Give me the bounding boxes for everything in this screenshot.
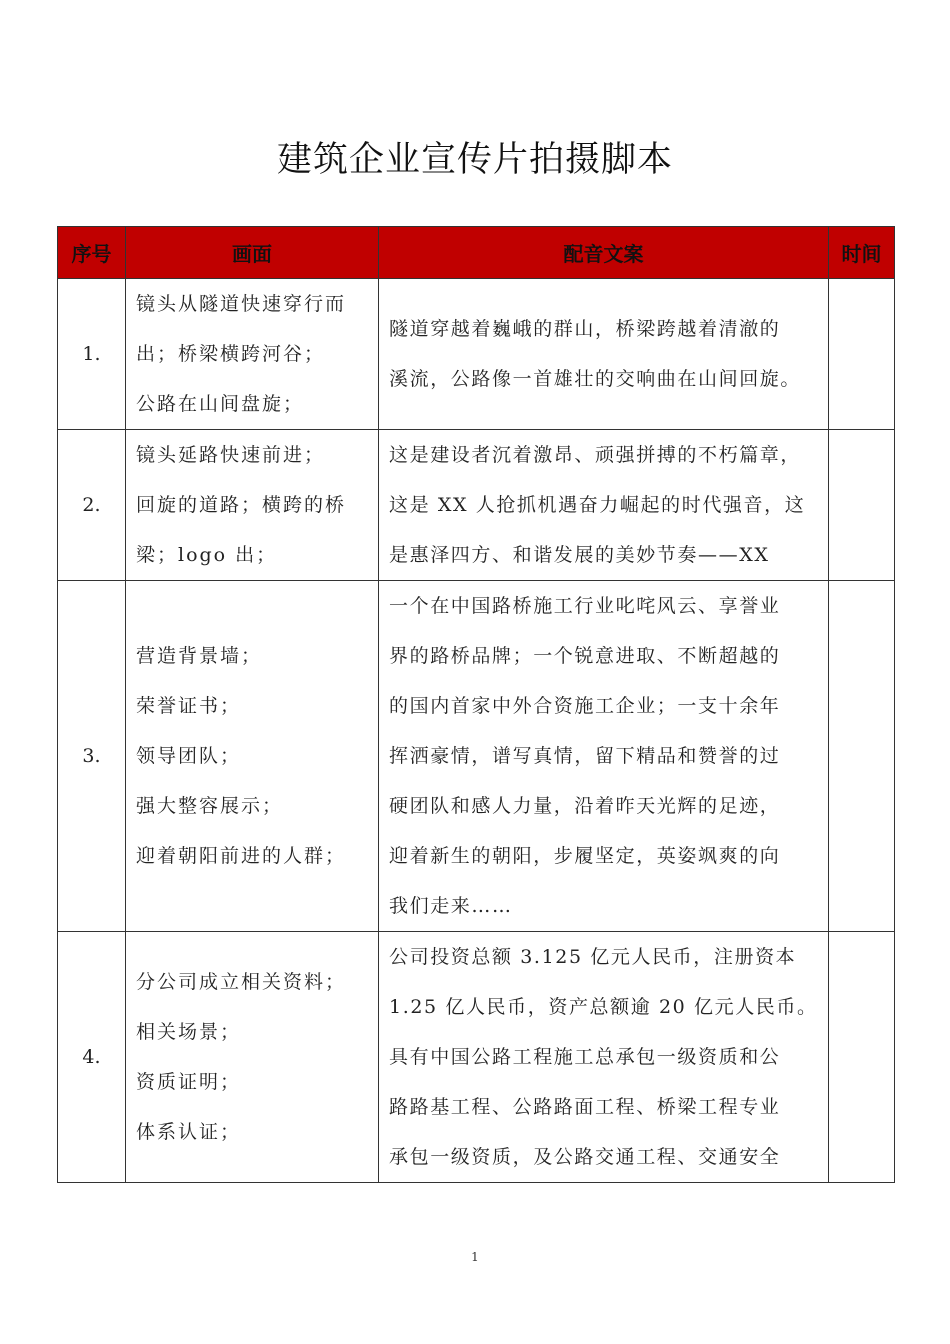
table-row — [58, 430, 895, 581]
row-index: 3. — [58, 581, 126, 932]
row-time — [829, 430, 895, 581]
row-index: 2. — [58, 430, 126, 581]
table-row — [58, 279, 895, 430]
header-time: 时间 — [829, 227, 895, 279]
voiceover-line: 我们走来…… — [389, 895, 513, 917]
header-voiceover: 配音文案 — [379, 227, 829, 279]
row-voiceover — [379, 430, 829, 581]
scene-line: 分公司成立相关资料； — [136, 971, 347, 993]
script-table — [57, 226, 895, 1183]
page-number: 1 — [471, 1250, 479, 1264]
voiceover-line: 是惠泽四方、和谐发展的美妙节奏——XX — [389, 544, 770, 566]
voiceover-line: 界的路桥品牌；一个锐意进取、不断超越的 — [389, 645, 781, 667]
scene-line: 镜头从隧道快速穿行而 — [136, 293, 347, 315]
table-row — [58, 932, 895, 1183]
row-voiceover — [379, 581, 829, 932]
document-title: 建筑企业宣传片拍摄脚本 — [276, 140, 673, 180]
voiceover-line: 1.25 亿人民币，资产总额逾 20 亿元人民币。 — [389, 996, 818, 1018]
header-index: 序号 — [58, 227, 126, 279]
row-index: 1. — [58, 279, 126, 430]
scene-line: 营造背景墙； — [136, 645, 263, 667]
scene-line: 迎着朝阳前进的人群； — [136, 845, 347, 867]
scene-line: 体系认证； — [136, 1121, 242, 1143]
voiceover-line: 的国内首家中外合资施工企业；一支十余年 — [389, 695, 781, 717]
table-row — [58, 581, 895, 932]
voiceover-line: 承包一级资质，及公路交通工程、交通安全 — [389, 1146, 781, 1168]
scene-line: 公路在山间盘旋； — [136, 393, 305, 415]
scene-line: 回旋的道路；横跨的桥 — [136, 494, 347, 516]
scene-line: 相关场景； — [136, 1021, 242, 1043]
voiceover-line: 溪流，公路像一首雄壮的交响曲在山间回旋。 — [389, 368, 802, 390]
row-index: 4. — [58, 932, 126, 1183]
row-voiceover — [379, 279, 829, 430]
row-scene — [126, 430, 379, 581]
voiceover-line: 具有中国公路工程施工总承包一级资质和公 — [389, 1046, 781, 1068]
row-scene — [126, 581, 379, 932]
voiceover-line: 迎着新生的朝阳，步履坚定，英姿飒爽的向 — [389, 845, 781, 867]
voiceover-line: 硬团队和感人力量，沿着昨天光辉的足迹， — [389, 795, 781, 817]
row-time — [829, 581, 895, 932]
scene-line: 强大整容展示； — [136, 795, 284, 817]
voiceover-line: 路路基工程、公路路面工程、桥梁工程专业 — [389, 1096, 781, 1118]
voiceover-line: 公司投资总额 3.125 亿元人民币，注册资本 — [389, 946, 797, 968]
scene-line: 荣誉证书； — [136, 695, 242, 717]
row-time — [829, 932, 895, 1183]
header-scene: 画面 — [126, 227, 379, 279]
row-scene — [126, 279, 379, 430]
scene-line: 领导团队； — [136, 745, 242, 767]
voiceover-line: 这是 XX 人抢抓机遇奋力崛起的时代强音，这 — [389, 494, 806, 516]
voiceover-line: 这是建设者沉着激昂、顽强拼搏的不朽篇章， — [389, 444, 802, 466]
row-time — [829, 279, 895, 430]
row-scene — [126, 932, 379, 1183]
scene-line: 出；桥梁横跨河谷； — [136, 343, 326, 365]
scene-line: 资质证明； — [136, 1071, 242, 1093]
voiceover-line: 一个在中国路桥施工行业叱咤风云、享誉业 — [389, 595, 781, 617]
row-voiceover — [379, 932, 829, 1183]
voiceover-line: 挥洒豪情，谱写真情，留下精品和赞誉的过 — [389, 745, 781, 767]
voiceover-line: 隧道穿越着巍峨的群山，桥梁跨越着清澈的 — [389, 318, 781, 340]
scene-line: 梁；logo 出； — [136, 544, 278, 566]
table-header-row — [58, 227, 895, 279]
scene-line: 镜头延路快速前进； — [136, 444, 326, 466]
